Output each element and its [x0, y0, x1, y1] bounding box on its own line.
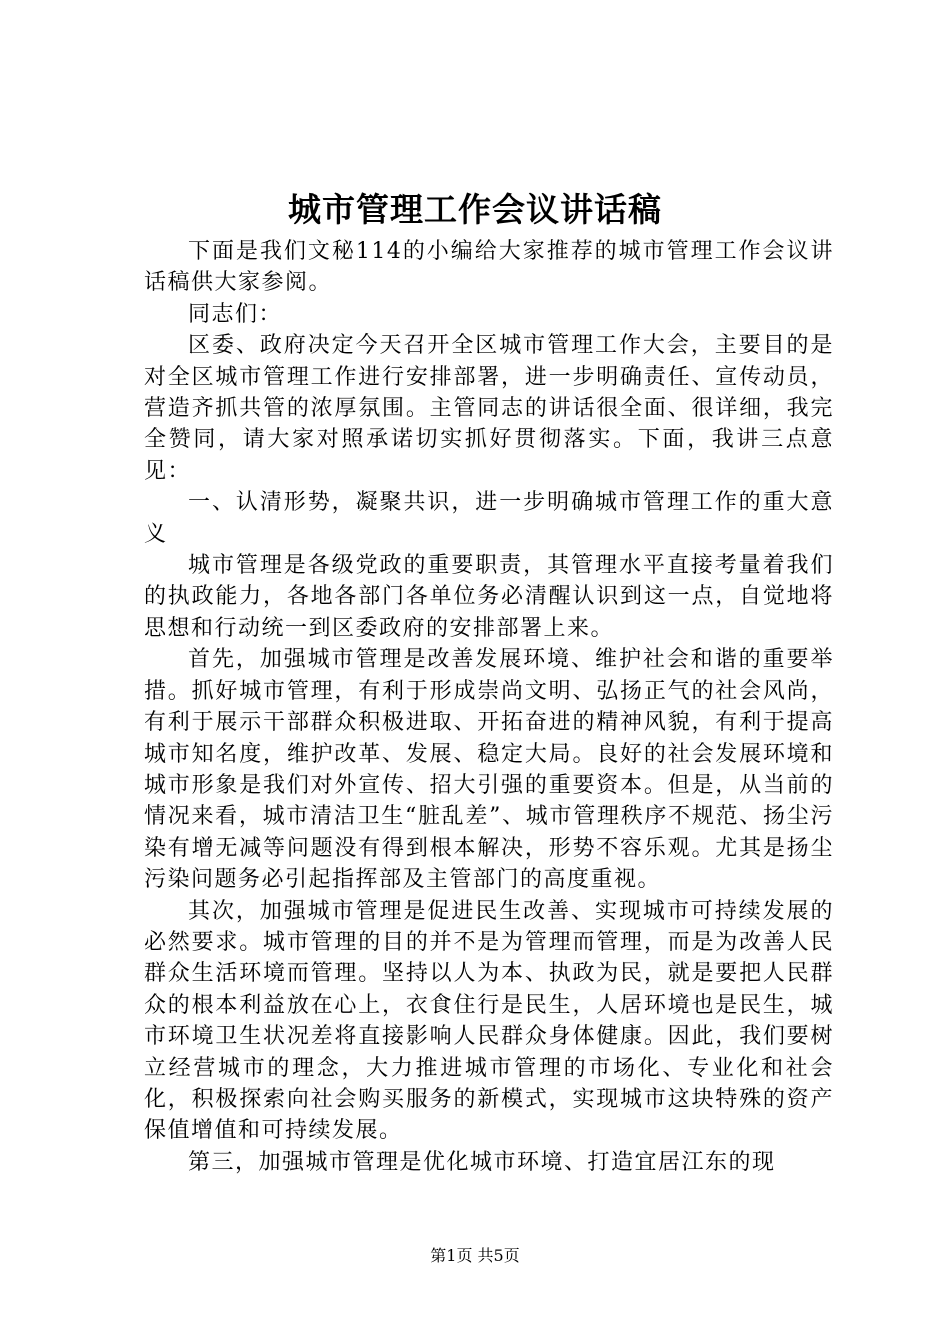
paragraph-salutation: 同志们：: [188, 301, 283, 327]
paragraph-body: 其次，加强城市管理是促进民生改善、实现城市可持续发展的必然要求。城市管理的目的并不是为管理而管理，而是为改善人民群众生活环境而管理。坚持以人为本、执政为民，就是要把人民群众的根本利益放在心上，衣食住行是民生，人居环境也是民生，城市环境卫生状况差将直接影响人民群众身体健康。因此，我们要树立经营城市的理念，大力推进城市管理的市场化、专业化和社会化，积极探索向社会购买服务的新模式，实现城市这块特殊的资产保值增值和可持续发展。: [144, 898, 834, 1144]
paragraph-intro: 下面是我们文秘114的小编给大家推荐的城市管理工作会议讲话稿供大家参阅。: [144, 239, 834, 296]
paragraph-opening: 区委、政府决定今天召开全区城市管理工作大会，主要目的是对全区城市管理工作进行安排部署，进一步明确责任、宣传动员，营造齐抓共管的浓厚氛围。主管同志的讲话很全面、很详细，我完全赞同，请大家对照承诺切实抓好贯彻落实。下面，我讲三点意见：: [144, 333, 834, 484]
paragraph-body: 城市管理是各级党政的重要职责，其管理水平直接考量着我们的执政能力，各地各部门各单位务必清醒认识到这一点，自觉地将思想和行动统一到区委政府的安排部署上来。: [144, 553, 834, 641]
section-heading-1: 一、认清形势，凝聚共识，进一步明确城市管理工作的重大意义: [144, 490, 834, 547]
document-body: [144, 236, 834, 1178]
page-footer: 第1页 共5页: [430, 1246, 520, 1265]
paragraph-body: 第三，加强城市管理是优化城市环境、打造宜居江东的现: [188, 1149, 776, 1175]
paragraph-body: 首先，加强城市管理是改善发展环境、维护社会和谐的重要举措。抓好城市管理，有利于形成崇尚文明、弘扬正气的社会风尚，有利于展示干部群众积极进取、开拓奋进的精神风貌，有利于提高城市知名度，维护改革、发展、稳定大局。良好的社会发展环境和城市形象是我们对外宣传、招大引强的重要资本。但是，从当前的情况来看，城市清洁卫生“脏乱差”、城市管理秩序不规范、扬尘污染有增无减等问题没有得到根本解决，形势不容乐观。尤其是扬尘污染问题务必引起指挥部及主管部门的高度重视。: [144, 647, 834, 893]
document-title: 城市管理工作会议讲话稿: [288, 190, 662, 229]
